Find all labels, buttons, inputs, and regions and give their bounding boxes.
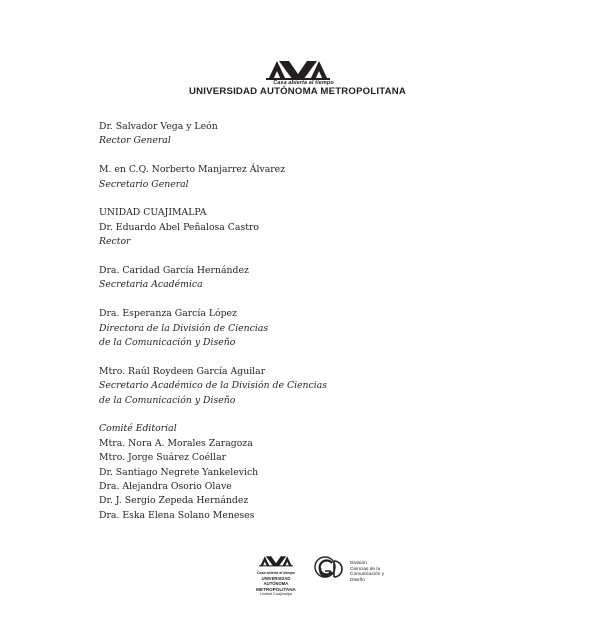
committee-block: [99, 422, 499, 523]
person-role: Secretario General: [99, 178, 189, 190]
person-name: Dra. Esperanza García López: [99, 308, 237, 320]
division-line: Diseño: [350, 577, 365, 583]
division-line: Ciencias de la: [350, 566, 381, 572]
committee-member: Dr. Santiago Negrete Yankelevich: [99, 466, 259, 478]
committee-member: Dra. Alejandra Osorio Olave: [99, 481, 232, 493]
uam-logo-icon: [266, 58, 330, 80]
credit-block: [99, 120, 499, 149]
division-text: [350, 561, 420, 583]
credit-block: [99, 264, 499, 293]
person-name: M. en C.Q. Norberto Manjarrez Álvarez: [99, 164, 286, 176]
person-role: de la Comunicación y Diseño: [99, 394, 236, 406]
division-line: División: [350, 561, 367, 566]
person-name: Mtro. Raúl Roydeen García Aguilar: [99, 365, 266, 377]
uam-logo-icon: [259, 554, 293, 567]
credit-block: [99, 307, 499, 350]
committee-member: Mtra. Nora A. Morales Zaragoza: [99, 437, 253, 449]
person-role: Rector General: [99, 135, 171, 147]
committee-member: Mtro. Jorge Suárez Coéllar: [99, 452, 227, 464]
footer-university: UNIVERSIDAD AUTÓNOMA: [261, 576, 291, 587]
committee-title: Comité Editorial: [99, 423, 177, 435]
person-role: Rector: [99, 236, 131, 248]
footer-metropolitana: METROPOLITANA: [256, 586, 296, 592]
division-line: Comunicación y: [350, 572, 385, 578]
header: [0, 58, 595, 80]
person-role: Secretario Académico de la División de Ciencias: [99, 380, 328, 392]
uam-cuajimalpa-logo: [252, 552, 300, 597]
person-role: Secretaria Académica: [99, 279, 203, 291]
credits-content: [99, 120, 499, 538]
person-role: Directora de la División de Ciencias: [99, 322, 269, 334]
footer-slogan: Casa abierta al tiempo: [256, 571, 296, 575]
slogan: Casa abierta al tiempo: [273, 80, 334, 86]
person-name: Dra. Caridad García Hernández: [99, 265, 249, 277]
cdg-logo-icon: [312, 554, 348, 584]
credit-block: [99, 163, 499, 192]
unidad-heading: UNIDAD CUAJIMALPA: [99, 207, 207, 219]
university-name: UNIVERSIDAD AUTÓNOMA METROPOLITANA: [189, 86, 406, 97]
footer-unidad: Unidad Cuajimalpa: [259, 591, 293, 596]
person-role: de la Comunicación y Diseño: [99, 337, 236, 349]
committee-member: Dra. Eska Elena Solano Meneses: [99, 509, 255, 521]
person-name: Dr. Eduardo Abel Peñalosa Castro: [99, 221, 260, 233]
unidad-block: [99, 206, 499, 249]
credit-block: [99, 365, 499, 408]
committee-member: Dr. J. Sergio Zepeda Hernández: [99, 495, 249, 507]
person-name: Dr. Salvador Vega y León: [99, 121, 218, 132]
